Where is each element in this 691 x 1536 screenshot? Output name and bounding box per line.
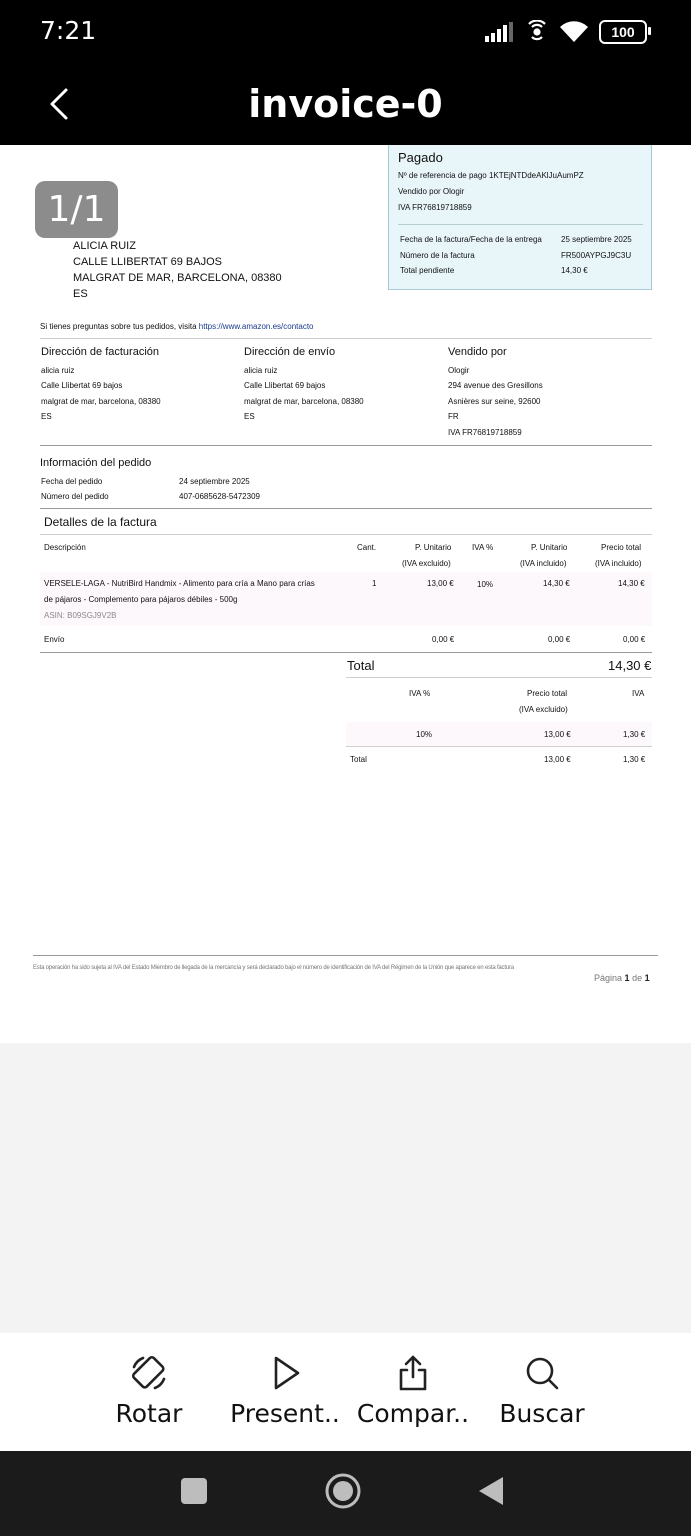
paid-sold-by: Vendido por Ologir [398, 187, 465, 196]
search-label: Buscar [499, 1399, 585, 1428]
divider [346, 677, 652, 678]
share-label: Compar.. [356, 1399, 470, 1428]
shipping-line: Calle Llibertat 69 bajos [244, 381, 326, 390]
footer-note: Esta operación ha sido sujeta al IVA del Estado Miembro de llegada de la mercancía y será declarado bajo el número de identificación de IVA del Régimen de la Unión que aparece en esta factura [33, 965, 514, 971]
questions-line [40, 322, 314, 331]
search-icon [522, 1353, 562, 1393]
col-description: Descripción [44, 543, 86, 552]
item-vat: 10% [477, 580, 494, 589]
invoice-date-value: 25 septiembre 2025 [561, 235, 632, 244]
search-button[interactable] [497, 1353, 587, 1428]
app-bar [0, 64, 691, 145]
col-total-incl: Precio total [601, 543, 642, 552]
status-time: 7:21 [40, 16, 97, 45]
divider [398, 224, 643, 225]
col-quantity: Cant. [357, 543, 377, 552]
col-vat: IVA % [472, 543, 494, 552]
action-bar [0, 1333, 691, 1451]
invoice-date-label: Fecha de la factura/Fecha de la entrega [400, 235, 542, 244]
item-description-2: de pájaros - Complemento para pájaros débiles - 500g [44, 595, 238, 604]
vat-row-total: 13,00 € [544, 730, 571, 739]
order-date-label: Fecha del pedido [41, 477, 103, 486]
col-unit-incl-sub: (IVA incluido) [520, 559, 567, 568]
order-heading: Información del pedido [40, 457, 152, 469]
document-title: invoice-0 [248, 82, 443, 126]
divider [40, 652, 652, 653]
rotate-button[interactable] [110, 1353, 188, 1428]
page-indicator: 1/1 [35, 181, 118, 238]
shipping-label: Envío [44, 635, 65, 644]
vat-col-total-sub: (IVA excluido) [519, 705, 568, 714]
share-button[interactable] [354, 1353, 472, 1428]
vat-total-label: Total [350, 755, 367, 764]
item-asin: ASIN: B09SGJ9V2B [44, 611, 117, 620]
rotate-label: Rotar [115, 1399, 183, 1428]
item-unit-excl: 13,00 € [427, 579, 454, 588]
customer-address-2: MALGRAT DE MAR, BARCELONA, 08380 [73, 272, 282, 284]
billing-line: malgrat de mar, barcelona, 08380 [41, 397, 161, 406]
order-number-label: Número del pedido [41, 492, 109, 501]
item-total: 14,30 € [618, 579, 645, 588]
page-of: de [632, 973, 643, 983]
rotate-icon [129, 1353, 169, 1393]
wifi-icon [559, 20, 589, 44]
page-number: 1 [624, 973, 630, 983]
play-icon [265, 1353, 305, 1393]
seller-heading: Vendido por [448, 346, 507, 358]
shipping-line: ES [244, 412, 255, 421]
shipping-line: malgrat de mar, barcelona, 08380 [244, 397, 364, 406]
signal-icon [485, 22, 515, 42]
status-bar [0, 0, 691, 64]
divider [40, 534, 652, 535]
col-total-incl-sub: (IVA incluido) [595, 559, 642, 568]
battery-icon: 100 [599, 20, 647, 44]
col-unit-excl: P. Unitario [415, 543, 452, 552]
item-quantity: 1 [372, 579, 377, 588]
share-icon [393, 1353, 433, 1393]
recents-icon[interactable] [180, 1477, 208, 1505]
status-icons [485, 18, 647, 46]
seller-line: FR [448, 412, 459, 421]
order-date-value: 24 septiembre 2025 [179, 477, 250, 486]
pending-total-value: 14,30 € [561, 266, 588, 275]
vat-row [346, 722, 652, 746]
vat-col-total: Precio total [527, 689, 568, 698]
col-unit-excl-sub: (IVA excluido) [402, 559, 451, 568]
contact-link[interactable]: https://www.amazon.es/contacto [198, 322, 314, 331]
questions-text: Si tienes preguntas sobre tus pedidos, visita [40, 322, 197, 331]
divider [346, 746, 652, 747]
customer-name: ALICIA RUIZ [73, 240, 136, 252]
shipping-unit-incl: 0,00 € [548, 635, 571, 644]
payment-summary-box [388, 145, 652, 290]
paid-title: Pagado [398, 150, 443, 165]
details-heading: Detalles de la factura [44, 515, 157, 529]
divider [40, 508, 652, 509]
page-footer [594, 973, 650, 983]
customer-address-1: CALLE LLIBERTAT 69 BAJOS [73, 256, 222, 268]
nav-back-icon[interactable] [477, 1476, 505, 1506]
vat-total-iva: 1,30 € [623, 755, 646, 764]
divider [40, 338, 652, 339]
page-total: 1 [644, 973, 650, 983]
shipping-heading: Dirección de envío [244, 346, 336, 358]
billing-line: Calle Llibertat 69 bajos [41, 381, 123, 390]
divider [40, 445, 652, 446]
paid-vat: IVA FR76819718859 [398, 203, 472, 212]
payment-reference: Nº de referencia de pago 1KTEjNTDdeAKlJuAumPZ [398, 171, 584, 180]
order-number-value: 407-0685628-5472309 [179, 492, 260, 501]
vat-col-iva: IVA [632, 689, 645, 698]
hotspot-icon [525, 20, 549, 44]
footer-divider [33, 955, 658, 956]
billing-heading: Dirección de facturación [41, 346, 160, 358]
vat-total-total: 13,00 € [544, 755, 571, 764]
total-label: Total [347, 658, 375, 673]
invoice-number-value: FR500AYPGJ9C3U [561, 251, 632, 260]
total-value: 14,30 € [608, 658, 652, 673]
invoice-page [0, 145, 691, 1043]
customer-country: ES [73, 288, 88, 300]
item-description-1: VERSELE-LAGA - NutriBird Handmix - Alimento para cría a Mano para crías [44, 579, 315, 588]
vat-row-iva: 1,30 € [623, 730, 646, 739]
item-unit-incl: 14,30 € [543, 579, 570, 588]
seller-line: Asnières sur seine, 92600 [448, 397, 541, 406]
billing-line: alicia ruiz [41, 366, 75, 375]
pending-total-label: Total pendiente [400, 266, 455, 275]
col-unit-incl: P. Unitario [531, 543, 568, 552]
shipping-unit-excl: 0,00 € [432, 635, 455, 644]
home-icon[interactable] [324, 1472, 362, 1510]
vat-row-rate: 10% [416, 730, 433, 739]
item-row [40, 572, 652, 626]
present-button[interactable] [226, 1353, 344, 1428]
shipping-total: 0,00 € [623, 635, 646, 644]
page-prefix: Página [594, 973, 623, 983]
present-label: Present.. [230, 1399, 340, 1428]
vat-col-rate: IVA % [409, 689, 431, 698]
invoice-number-label: Número de la factura [400, 251, 475, 260]
seller-line: Ologir [448, 366, 470, 375]
seller-line: IVA FR76819718859 [448, 428, 522, 437]
billing-line: ES [41, 412, 52, 421]
shipping-line: alicia ruiz [244, 366, 278, 375]
system-nav-bar [0, 1451, 691, 1536]
seller-line: 294 avenue des Gresillons [448, 381, 543, 390]
